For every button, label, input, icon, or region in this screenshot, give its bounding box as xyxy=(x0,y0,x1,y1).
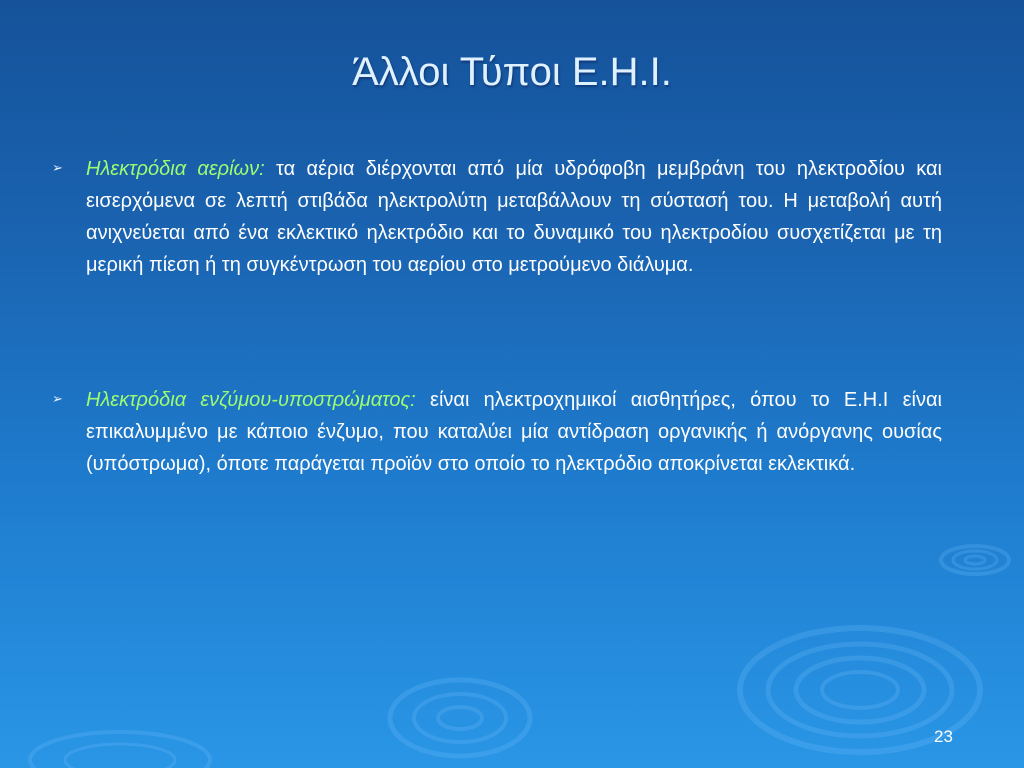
bullet-gas-electrodes xyxy=(52,153,942,281)
slide-title: Άλλοι Τύποι Ε.Η.Ι. xyxy=(352,50,672,94)
slide-number: 23 xyxy=(934,727,953,746)
bullet-text xyxy=(86,153,942,281)
bullet-lead: Ηλεκτρόδια ενζύμου-υποστρώματος: xyxy=(86,389,416,411)
arrow-bullet-icon: ➢ xyxy=(52,391,63,406)
arrow-bullet-icon: ➢ xyxy=(52,160,63,175)
bullet-body: τα αέρια διέρχονται από μία υδρόφοβη μεμβράνη του ηλεκτροδίου και εισερχόμενα σε λεπτή στιβάδα ηλεκτρολύτη μεταβάλλουν τη σύστασή του. Η μεταβολή αυτή ανιχνεύεται από ένα εκλεκτικό ηλεκτρόδιο και το δυναμικό του ηλεκτροδίου συσχετίζεται με τη μερική πίεση ή τη συγκέντρωση του αερίου στο μετρούμενο διάλυμα. xyxy=(86,158,942,276)
bullet-text xyxy=(86,384,942,480)
bullet-lead: Ηλεκτρόδια αερίων: xyxy=(86,158,265,180)
bullet-body: είναι ηλεκτροχημικοί αισθητήρες, όπου το Ε.Η.Ι είναι επικαλυμμένο με κάποιο ένζυμο, που καταλύει μία αντίδραση οργανικής ή ανόργανης ουσίας (υπόστρωμα), όποτε παράγεται προϊόν στο οποίο το ηλεκτρόδιο αποκρίνεται εκλεκτικά. xyxy=(86,389,943,475)
bullet-enzyme-substrate-electrodes xyxy=(52,384,942,480)
